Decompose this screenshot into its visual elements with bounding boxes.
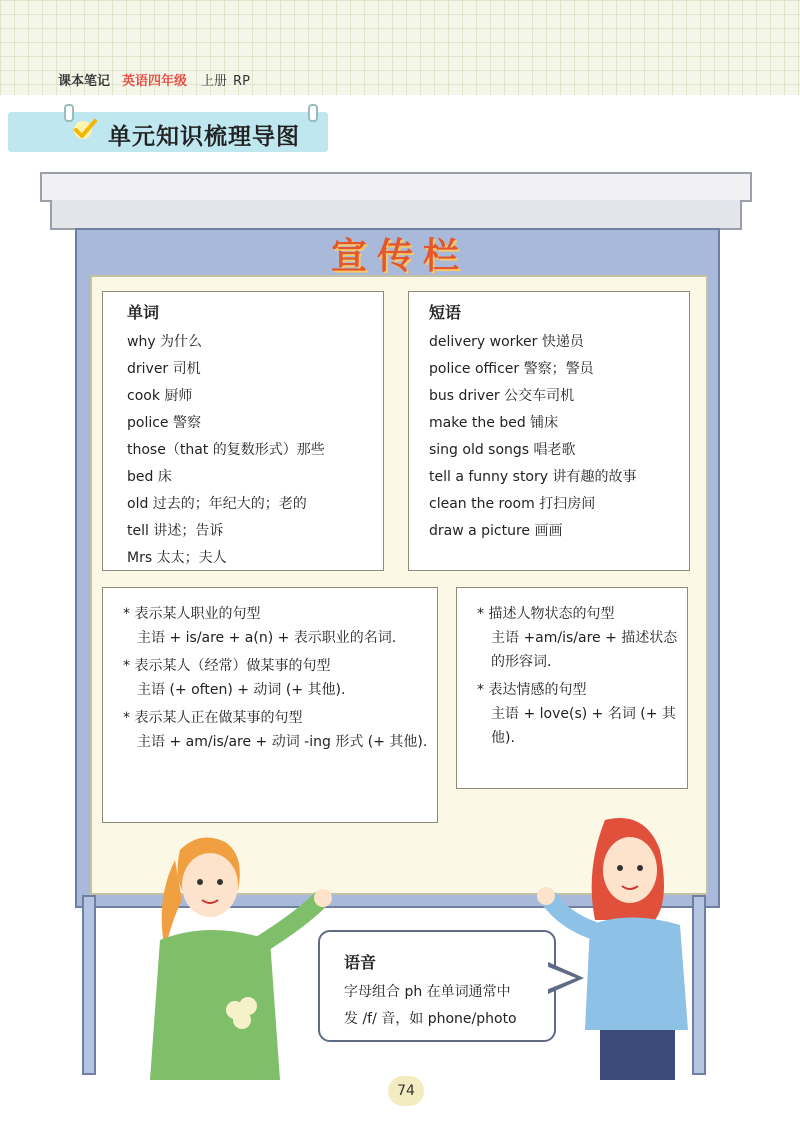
bubble-tail-fill xyxy=(546,966,576,990)
words-heading: 单词 xyxy=(127,303,160,322)
edition-label: RP xyxy=(233,74,250,89)
page-number: 74 xyxy=(388,1076,424,1106)
word-item: why 为什么 xyxy=(127,334,203,350)
board-roof-under xyxy=(50,200,742,230)
word-item: driver 司机 xyxy=(127,361,201,377)
words-card xyxy=(102,291,384,571)
phrase-item: draw a picture 画画 xyxy=(429,523,563,539)
sentence-patterns-card-2 xyxy=(456,587,688,789)
girl-right-illustration xyxy=(530,810,710,1080)
pattern-title: * 表示某人职业的句型 xyxy=(123,606,261,622)
pattern-item xyxy=(477,678,687,750)
word-item: police 警察 xyxy=(127,415,201,431)
phrase-item: make the bed 铺床 xyxy=(429,415,559,431)
phrase-item: bus driver 公交车司机 xyxy=(429,388,575,404)
pattern-body: 主语 + love(s) + 名词 (+ 其他). xyxy=(491,706,676,746)
checkmark-icon xyxy=(72,116,98,142)
girl-left-illustration xyxy=(120,830,335,1080)
board-post-left xyxy=(82,895,96,1075)
pattern-title: * 表达情感的句型 xyxy=(477,682,587,698)
word-item: bed 床 xyxy=(127,469,172,485)
section-title: 单元知识梳理导图 xyxy=(108,124,300,150)
book-label: 课本笔记 xyxy=(58,74,111,89)
volume-label: 上册 xyxy=(201,74,228,89)
word-item: cook 厨师 xyxy=(127,388,193,404)
phonics-heading: 语音 xyxy=(344,953,377,972)
phrases-card xyxy=(408,291,690,571)
pattern-title: * 表示某人正在做某事的句型 xyxy=(123,710,303,726)
pattern-body: 主语 + am/is/are + 动词 -ing 形式 (+ 其他). xyxy=(137,734,428,750)
pattern-body: 主语 (+ often) + 动词 (+ 其他). xyxy=(137,682,346,698)
phrases-heading: 短语 xyxy=(429,303,462,322)
running-header xyxy=(58,70,250,89)
pattern-item xyxy=(123,602,437,650)
pattern-body: 主语 +am/is/are + 描述状态的形容词. xyxy=(491,630,678,670)
word-item: tell 讲述；告诉 xyxy=(127,523,224,539)
section-title-ribbon xyxy=(8,112,328,152)
board-title: 宣传栏 xyxy=(330,236,469,277)
phonics-line: 发 /f/ 音，如 phone/photo xyxy=(344,1011,517,1027)
word-item: old 过去的；年纪大的；老的 xyxy=(127,496,307,512)
word-item: Mrs 太太；夫人 xyxy=(127,550,227,566)
phrase-item: sing old songs 唱老歌 xyxy=(429,442,576,458)
grade-label: 英语四年级 xyxy=(122,74,188,89)
phrase-item: clean the room 打扫房间 xyxy=(429,496,596,512)
word-item: those（that 的复数形式）那些 xyxy=(127,442,325,458)
phrase-item: police officer 警察；警员 xyxy=(429,361,594,377)
sentence-patterns-card xyxy=(102,587,438,823)
board-roof xyxy=(40,172,752,202)
pattern-item xyxy=(123,654,437,702)
pattern-body: 主语 + is/are + a(n) + 表示职业的名词. xyxy=(137,630,397,646)
phonics-line: 字母组合 ph 在单词通常中 xyxy=(344,984,511,1000)
pattern-title: * 描述人物状态的句型 xyxy=(477,606,615,622)
phrase-item: delivery worker 快递员 xyxy=(429,334,584,350)
phonics-bubble xyxy=(318,930,556,1042)
pattern-item xyxy=(477,602,687,674)
pattern-item xyxy=(123,706,437,754)
pattern-title: * 表示某人（经常）做某事的句型 xyxy=(123,658,331,674)
pin-icon xyxy=(308,104,318,122)
phrase-item: tell a funny story 讲有趣的故事 xyxy=(429,469,637,485)
